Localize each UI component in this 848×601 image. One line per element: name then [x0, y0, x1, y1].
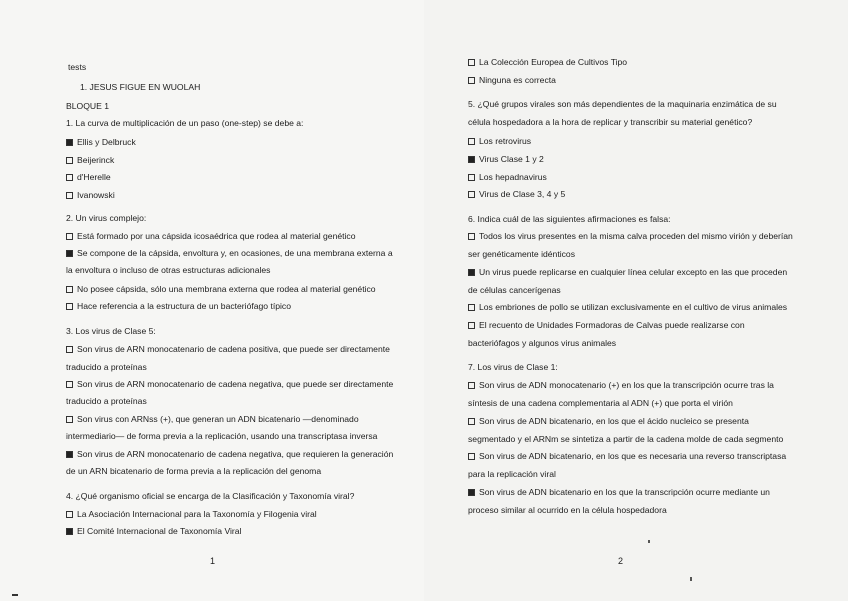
- page-number: 1: [210, 556, 216, 566]
- q3-option-3[interactable]: Son virus con ARNss (+), que generan un ADN bicatenario —denominado: [66, 414, 359, 424]
- doc-header: tests: [68, 62, 87, 72]
- checkbox-checked[interactable]: [66, 451, 73, 458]
- checkbox[interactable]: [66, 157, 73, 164]
- q2-option-2[interactable]: Se compone de la cápsida, envoltura y, en ocasiones, de una membrana externa a: [66, 248, 393, 258]
- q6-option-1[interactable]: Todos los virus presentes en la misma calva proceden del mismo virión y deberían: [468, 231, 793, 241]
- q1-option-3[interactable]: d'Herelle: [66, 172, 111, 182]
- q5-option-1[interactable]: Los retrovirus: [468, 136, 531, 146]
- q6-option-1-cont: ser genéticamente idénticos: [468, 249, 576, 259]
- q1-option-4[interactable]: Ivanowski: [66, 190, 115, 200]
- checkbox-checked[interactable]: [468, 489, 475, 496]
- q6-option-2[interactable]: Un virus puede replicarse en cualquier línea celular excepto en las que proceden: [468, 267, 787, 277]
- question-1-text: 1. La curva de multiplicación de un paso (one-step) se debe a:: [66, 118, 304, 128]
- checkbox[interactable]: [66, 511, 73, 518]
- q1-option-1[interactable]: Ellis y Delbruck: [66, 137, 136, 147]
- q6-option-4[interactable]: El recuento de Unidades Formadoras de Calvas puede realizarse con: [468, 320, 745, 330]
- checkbox[interactable]: [468, 453, 475, 460]
- checkbox[interactable]: [66, 174, 73, 181]
- q7-option-1-cont: síntesis de una cadena complementaria al ADN (+) que porta el virión: [468, 398, 733, 408]
- q7-option-2-cont: segmentado y el ARNm se sintetiza a partir de la cadena molde de cada segmento: [468, 434, 784, 444]
- q5-option-3[interactable]: Los hepadnavirus: [468, 172, 547, 182]
- q3-option-1[interactable]: Son virus de ARN monocatenario de cadena positiva, que puede ser directamente: [66, 344, 390, 354]
- scan-speck: [690, 577, 692, 581]
- q6-option-3[interactable]: Los embriones de pollo se utilizan exclusivamente en el cultivo de virus animales: [468, 302, 787, 312]
- q2-option-1[interactable]: Está formado por una cápsida icosaédrica que rodea al material genético: [66, 231, 356, 241]
- checkbox-checked[interactable]: [66, 250, 73, 257]
- q7-option-3[interactable]: Son virus de ADN bicatenario, en los que es necesaria una reverso transcriptasa: [468, 451, 786, 461]
- checkbox[interactable]: [468, 233, 475, 240]
- checkbox[interactable]: [468, 418, 475, 425]
- checkbox[interactable]: [468, 382, 475, 389]
- q3-option-3-cont: intermediario— de forma previa a la replicación, usando una transcriptasa inversa: [66, 431, 378, 441]
- q2-option-4[interactable]: Hace referencia a la estructura de un bacteriófago típico: [66, 301, 291, 311]
- checkbox[interactable]: [66, 303, 73, 310]
- checkbox-checked[interactable]: [66, 139, 73, 146]
- checkbox[interactable]: [66, 286, 73, 293]
- q3-option-4-cont: de un ARN bicatenario de forma previa a la replicación del genoma: [66, 466, 322, 476]
- checkbox[interactable]: [66, 416, 73, 423]
- scan-speck: [648, 540, 650, 543]
- checkbox[interactable]: [66, 381, 73, 388]
- q4-option-4[interactable]: Ninguna es correcta: [468, 75, 556, 85]
- checkbox[interactable]: [468, 174, 475, 181]
- question-5-text-cont: célula hospedadora a la hora de replicar y transcribir su material genético?: [468, 117, 753, 127]
- question-5-text: 5. ¿Qué grupos virales son más dependientes de la maquinaria enzimática de su: [468, 99, 777, 109]
- numbered-item: 1. JESUS FIGUE EN WUOLAH: [80, 82, 201, 92]
- section-title: BLOQUE 1: [66, 101, 109, 111]
- checkbox-checked[interactable]: [468, 156, 475, 163]
- checkbox[interactable]: [66, 192, 73, 199]
- q3-option-4[interactable]: Son virus de ARN monocatenario de cadena negativa, que requieren la generación: [66, 449, 393, 459]
- q1-option-2[interactable]: Beijerinck: [66, 155, 114, 165]
- q7-option-1[interactable]: Son virus de ADN monocatenario (+) en los que la transcripción ocurre tras la: [468, 380, 774, 390]
- checkbox[interactable]: [468, 59, 475, 66]
- checkbox-checked[interactable]: [468, 269, 475, 276]
- q6-option-2-cont: de células cancerígenas: [468, 285, 561, 295]
- checkbox[interactable]: [66, 346, 73, 353]
- q7-option-3-cont: para la replicación viral: [468, 469, 556, 479]
- q3-option-2-cont: traducido a proteínas: [66, 396, 147, 406]
- q3-option-2[interactable]: Son virus de ARN monocatenario de cadena negativa, que puede ser directamente: [66, 379, 393, 389]
- q5-option-2[interactable]: Virus Clase 1 y 2: [468, 154, 544, 164]
- q3-option-1-cont: traducido a proteínas: [66, 362, 147, 372]
- q7-option-2[interactable]: Son virus de ADN bicatenario, en los que el ácido nucleico se presenta: [468, 416, 749, 426]
- checkbox[interactable]: [468, 77, 475, 84]
- checkbox[interactable]: [66, 233, 73, 240]
- page-number: 2: [618, 556, 624, 566]
- q6-option-4-cont: bacteriófagos y algunos virus animales: [468, 338, 617, 348]
- question-4-text: 4. ¿Qué organismo oficial se encarga de la Clasificación y Taxonomía viral?: [66, 491, 355, 501]
- checkbox-checked[interactable]: [66, 528, 73, 535]
- question-2-text: 2. Un virus complejo:: [66, 213, 147, 223]
- page-right: [424, 0, 848, 601]
- scan-mark: [12, 594, 18, 596]
- q4-option-1[interactable]: La Asociación Internacional para la Taxonomía y Filogenia viral: [66, 509, 317, 519]
- question-6-text: 6. Indica cuál de las siguientes afirmaciones es falsa:: [468, 214, 671, 224]
- checkbox[interactable]: [468, 138, 475, 145]
- q5-option-4[interactable]: Virus de Clase 3, 4 y 5: [468, 189, 565, 199]
- checkbox[interactable]: [468, 322, 475, 329]
- q4-option-3[interactable]: La Colección Europea de Cultivos Tipo: [468, 57, 627, 67]
- question-7-text: 7. Los virus de Clase 1:: [468, 362, 558, 372]
- checkbox[interactable]: [468, 304, 475, 311]
- q7-option-4-cont: proceso similar al ocurrido en la célula hospedadora: [468, 505, 667, 515]
- q2-option-3[interactable]: No posee cápsida, sólo una membrana externa que rodea al material genético: [66, 284, 376, 294]
- question-3-text: 3. Los virus de Clase 5:: [66, 326, 156, 336]
- q4-option-2[interactable]: El Comité Internacional de Taxonomía Viral: [66, 526, 242, 536]
- checkbox[interactable]: [468, 191, 475, 198]
- q2-option-2-cont: la envoltura o incluso de otras estructuras adicionales: [66, 265, 271, 275]
- q7-option-4[interactable]: Son virus de ADN bicatenario en los que la transcripción ocurre mediante un: [468, 487, 770, 497]
